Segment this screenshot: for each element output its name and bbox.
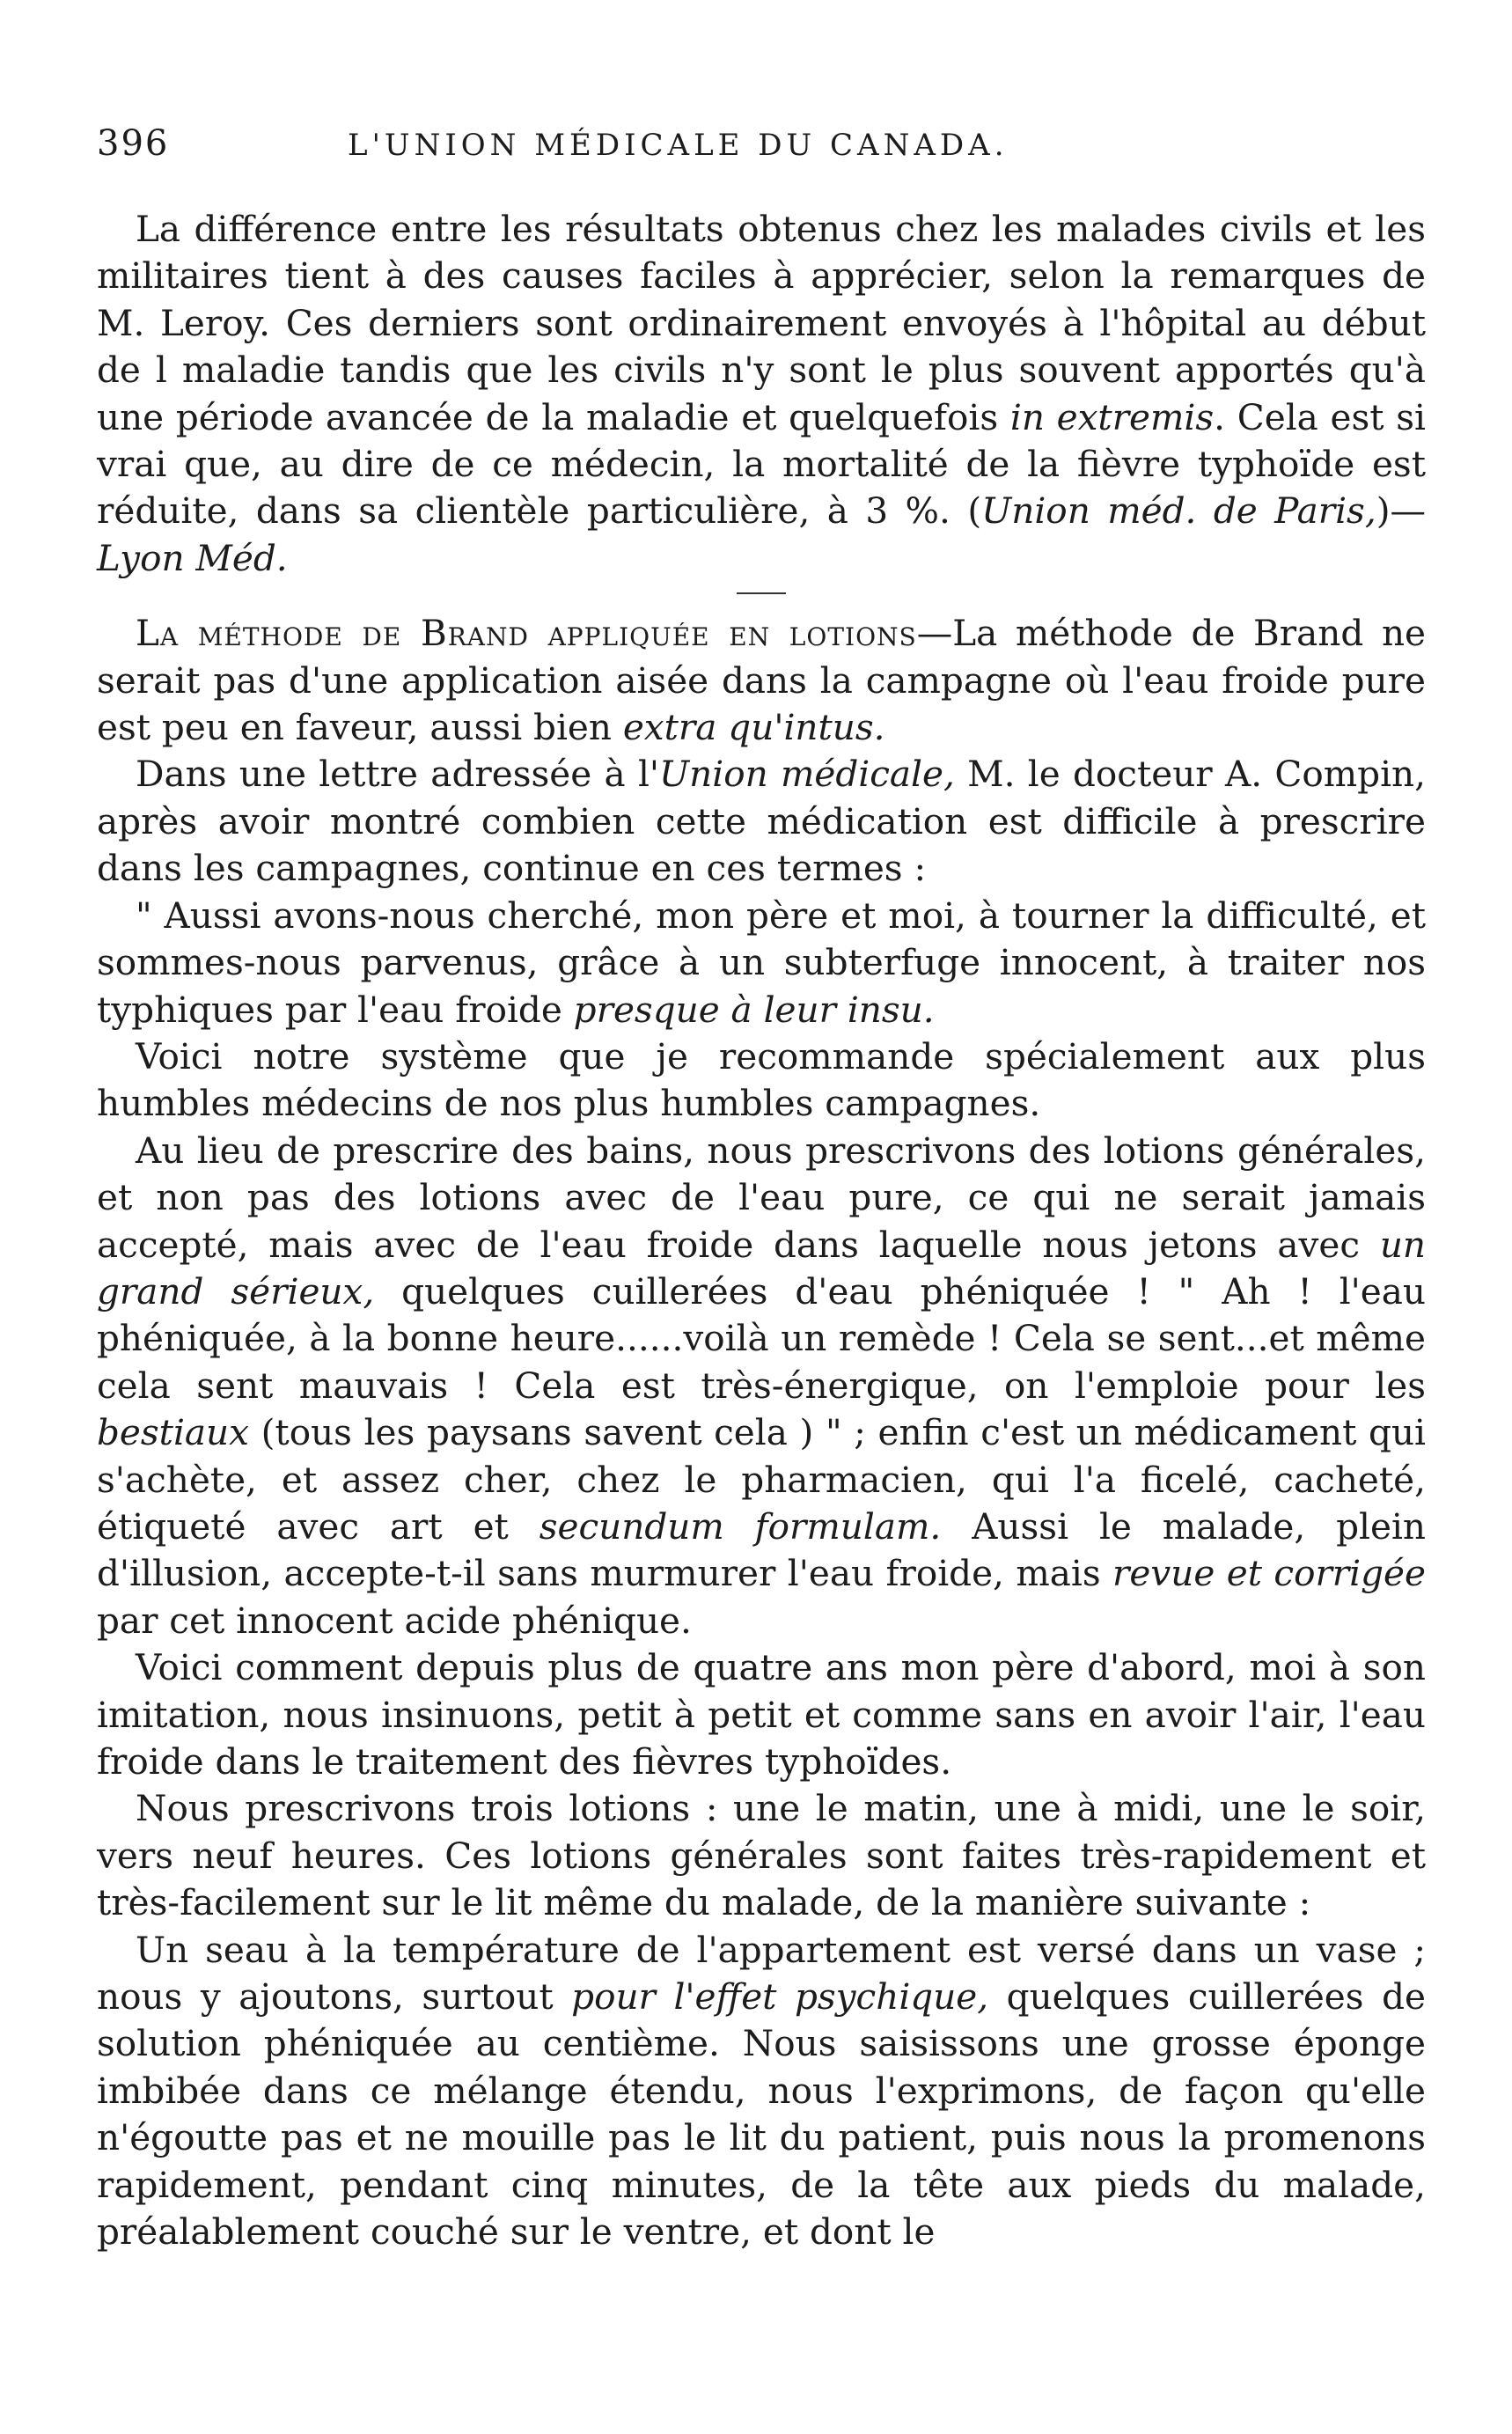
italic-text: bestiaux xyxy=(97,1411,249,1454)
paragraph-p8 xyxy=(97,1785,1426,1926)
paragraph-text: . Cela est si vrai que, au dire de ce médecin, la mortalité de la fièvre typhoïde est réduite, dans sa clientèle particulière, à 3 %. ( xyxy=(97,395,1426,533)
paragraph-text: Au lieu de prescrire des bains, nous prescrivons des lotions générales, et non pas des lotions avec de l'eau pure, ce qui ne serait jamais accepté, mais avec de l'eau froide dans laquelle nous jetons avec xyxy=(97,1129,1426,1266)
paragraph-p7 xyxy=(97,1644,1426,1785)
italic-text: secundum formulam. xyxy=(539,1504,942,1548)
paragraph-text: quelques cuillerées d'eau phéniquée ! " Ah ! l'eau phéniquée, à la bonne heure......voilà un remède ! Cela se sent...et même cela sent mauvais ! Cela est très-énergique, on l'emploie pour les xyxy=(97,1269,1426,1407)
running-title: L'UNION MÉDICALE DU CANADA. xyxy=(348,128,1009,163)
paragraph-text: Dans une lettre adressée à l' xyxy=(136,753,660,796)
paragraph-text: La différence entre les résultats obtenus chez les malades civils et les militaires tient à des causes faciles à apprécier, selon la remarques de M. Leroy. Ces derniers sont ordinairement envoyés à l'hôpital au début de l maladie tandis que les civils n'y sont le plus souvent apportés qu'à une période avancée de la maladie et quelquefois xyxy=(97,208,1426,438)
paragraph-text: quelques cuillerées de solution phéniquée au centième. Nous saisissons une grosse éponge imbibée dans ce mélange étendu, nous l'exprimons, de façon qu'elle n'égoutte pas et ne mouille pas le lit du patient, puis nous la promenons rapidement, pendant cinq minutes, de la tête aux pieds du malade, préalablement couché sur le ventre, et dont le xyxy=(97,1975,1426,2254)
italic-text: presque à leur insu. xyxy=(573,988,935,1031)
italic-text: Union méd. de Paris, xyxy=(981,489,1376,533)
paragraph-text: M. le docteur A. Compin, après avoir montré combien cette médication est difficile à prescrire dans les campagnes, continue en ces termes : xyxy=(97,753,1426,890)
paragraph-p9 xyxy=(97,1927,1426,2256)
section-title: La méthode de Brand appliquée en lotions xyxy=(136,612,917,655)
paragraph-text: Voici notre système que je recommande spécialement aux plus humbles médecins de nos plus humbles campagnes. xyxy=(97,1034,1426,1125)
italic-text: pour l'effet psychique, xyxy=(571,1975,989,2019)
paragraph-p4 xyxy=(97,893,1426,1033)
paragraph-text: " Aussi avons-nous cherché, mon père et moi, à tourner la difficulté, et sommes-nous parvenus, grâce à un subterfuge innocent, à traiter nos typhiques par l'eau froide xyxy=(97,893,1426,1031)
paragraph-p1 xyxy=(97,206,1426,582)
document-page xyxy=(97,123,1426,2255)
paragraph-p6 xyxy=(97,1128,1426,1644)
paragraph-p5 xyxy=(97,1033,1426,1128)
paragraph-text: Voici comment depuis plus de quatre ans mon père d'abord, moi à son imitation, nous insinuons, petit à petit et comme sans en avoir l'air, l'eau froide dans le traitement des fièvres typhoïdes. xyxy=(97,1646,1426,1783)
paragraph-text: par cet innocent acide phénique. xyxy=(97,1599,692,1642)
page-header xyxy=(97,123,1426,176)
section-divider xyxy=(737,592,786,594)
paragraph-text: Aussi le malade, plein d'illusion, accepte-t-il sans murmurer l'eau froide, mais xyxy=(97,1504,1426,1595)
italic-text: extra qu'intus. xyxy=(622,706,885,749)
page-number: 396 xyxy=(97,123,170,164)
italic-text: Lyon Méd. xyxy=(97,536,288,579)
paragraph-text: )— xyxy=(1376,489,1427,533)
italic-text: un grand sérieux, xyxy=(97,1223,1426,1313)
paragraph-text: —La méthode de Brand ne serait pas d'une application aisée dans la campagne où l'eau froide pure est peu en faveur, aussi bien xyxy=(97,612,1426,749)
italic-text: revue et corrigée xyxy=(1112,1552,1426,1595)
paragraph-text: Un seau à la température de l'appartement est versé dans un vase ; nous y ajoutons, surtout xyxy=(97,1928,1426,2019)
paragraph-p2 xyxy=(97,610,1426,751)
italic-text: Union médicale, xyxy=(659,753,955,796)
paragraph-p3 xyxy=(97,751,1426,892)
paragraph-text: Nous prescrivons trois lotions : une le matin, une à midi, une le soir, vers neuf heures. Ces lotions générales sont faites très-rapidement et très-facilement sur le lit même du malade, de la manière suivante : xyxy=(97,1787,1426,1924)
paragraph-text: (tous les paysans savent cela ) " ; enfin c'est un médicament qui s'achète, et assez cher, chez le pharmacien, qui l'a ficelé, cacheté, étiqueté avec art et xyxy=(97,1411,1426,1548)
italic-text: in extremis xyxy=(1009,395,1215,438)
